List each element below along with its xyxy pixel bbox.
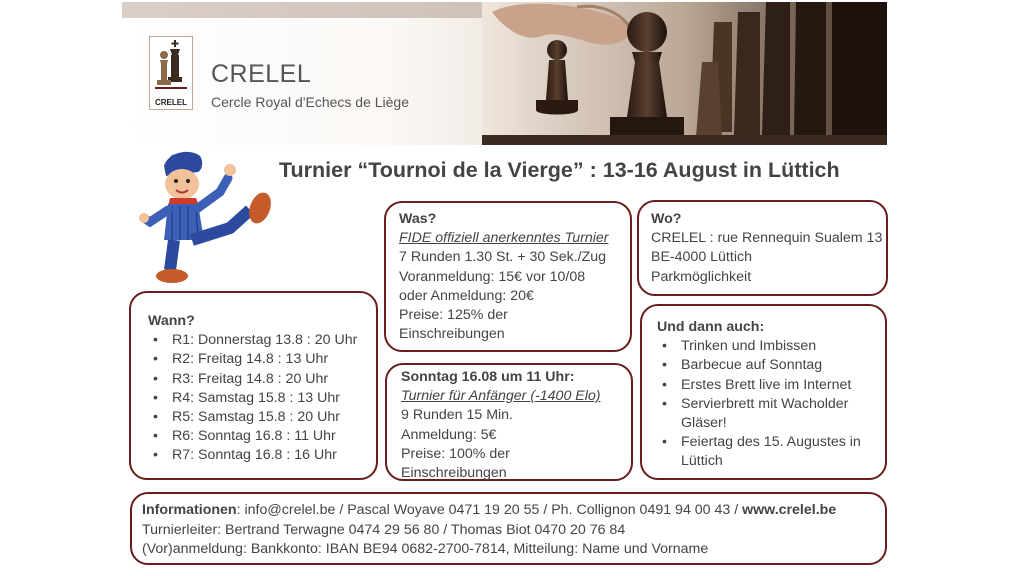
chess-pieces-logo-icon bbox=[150, 37, 192, 95]
sonntag-line: Preise: 100% der bbox=[401, 445, 510, 462]
list-item: • R3: Freitag 14.8 : 20 Uhr bbox=[148, 370, 376, 389]
wo-line: CRELEL : rue Rennequin Sualem 13 bbox=[651, 230, 883, 247]
brand-name: CRELEL bbox=[211, 60, 312, 88]
mascot-illustration bbox=[138, 148, 276, 290]
was-heading: Was? bbox=[399, 211, 437, 227]
contact-line-2: Turnierleiter: Bertrand Terwagne 0474 29 56 80 / Thomas Biot 0470 20 76 84 bbox=[142, 521, 626, 538]
website-link[interactable]: www.crelel.be bbox=[742, 502, 837, 518]
list-item: • R5: Samstag 15.8 : 20 Uhr bbox=[148, 408, 376, 427]
info-box-sonntag bbox=[385, 363, 633, 481]
list-item: • R7: Sonntag 16.8 : 16 Uhr bbox=[148, 446, 376, 465]
contact-line-1 bbox=[142, 501, 885, 521]
chess-pieces-photo bbox=[482, 2, 887, 145]
was-line: Einschreibungen bbox=[399, 326, 505, 343]
sonntag-line: Anmeldung: 5€ bbox=[401, 426, 497, 443]
contact-details: : info@crelel.be / Pascal Woyave 0471 19 20 55 / Ph. Collignon 0491 94 00 43 / bbox=[236, 502, 743, 518]
was-line: Preise: 125% der bbox=[399, 307, 508, 324]
sonntag-line: 9 Runden 15 Min. bbox=[401, 407, 513, 424]
list-item: • R4: Samstag 15.8 : 13 Uhr bbox=[148, 389, 376, 408]
wo-line: BE-4000 Lüttich bbox=[651, 249, 752, 266]
round-schedule-list bbox=[148, 331, 376, 465]
info-box-was bbox=[384, 201, 632, 352]
list-item: • R2: Freitag 14.8 : 13 Uhr bbox=[148, 350, 376, 369]
was-tournament-type: FIDE offiziell anerkenntes Turnier bbox=[399, 230, 609, 247]
info-box-wann bbox=[129, 291, 378, 480]
logo-label: CRELEL bbox=[155, 98, 187, 107]
header-banner bbox=[122, 2, 887, 145]
club-logo bbox=[149, 36, 193, 110]
extras-heading: Und dann auch: bbox=[657, 319, 765, 335]
extras-list bbox=[657, 337, 872, 471]
wo-heading: Wo? bbox=[651, 211, 682, 227]
sonntag-heading: Sonntag 16.08 um 11 Uhr: bbox=[401, 369, 575, 385]
contact-info-box bbox=[130, 492, 887, 565]
wann-heading: Wann? bbox=[148, 313, 195, 329]
list-item: • Trinken und Imbissen bbox=[657, 337, 872, 356]
contact-line-3: (Vor)anmeldung: Bankkonto: IBAN BE94 0682-2700-7814, Mitteilung: Name und Vorname bbox=[142, 541, 709, 557]
info-label: Informationen bbox=[142, 502, 237, 518]
was-line: 7 Runden 1.30 St. + 30 Sek./Zug bbox=[399, 249, 607, 266]
list-item: • R6: Sonntag 16.8 : 11 Uhr bbox=[148, 427, 376, 446]
brand-subtitle: Cercle Royal d'Echecs de Liège bbox=[211, 94, 410, 110]
list-item: • Barbecue auf Sonntag bbox=[657, 356, 872, 375]
list-item: • R1: Donnerstag 13.8 : 20 Uhr bbox=[148, 331, 376, 350]
list-item: • Feiertag des 15. Augustes in Lüttich bbox=[657, 433, 872, 471]
sonntag-line: Einschreibungen bbox=[401, 465, 507, 482]
was-line: Voranmeldung: 15€ vor 10/08 bbox=[399, 268, 586, 285]
list-item: • Servierbrett mit Wacholder Gläser! bbox=[657, 395, 872, 433]
info-box-extras bbox=[640, 304, 887, 480]
sonntag-tournament-type: Turnier für Anfänger (-1400 Elo) bbox=[401, 388, 601, 405]
wo-line: Parkmöglichkeit bbox=[651, 268, 752, 285]
list-item: • Erstes Brett live im Internet bbox=[657, 376, 872, 395]
was-line: oder Anmeldung: 20€ bbox=[399, 287, 534, 304]
info-box-wo bbox=[637, 200, 888, 296]
page-title: Turnier “Tournoi de la Vierge” : 13-16 August in Lüttich bbox=[279, 158, 840, 182]
